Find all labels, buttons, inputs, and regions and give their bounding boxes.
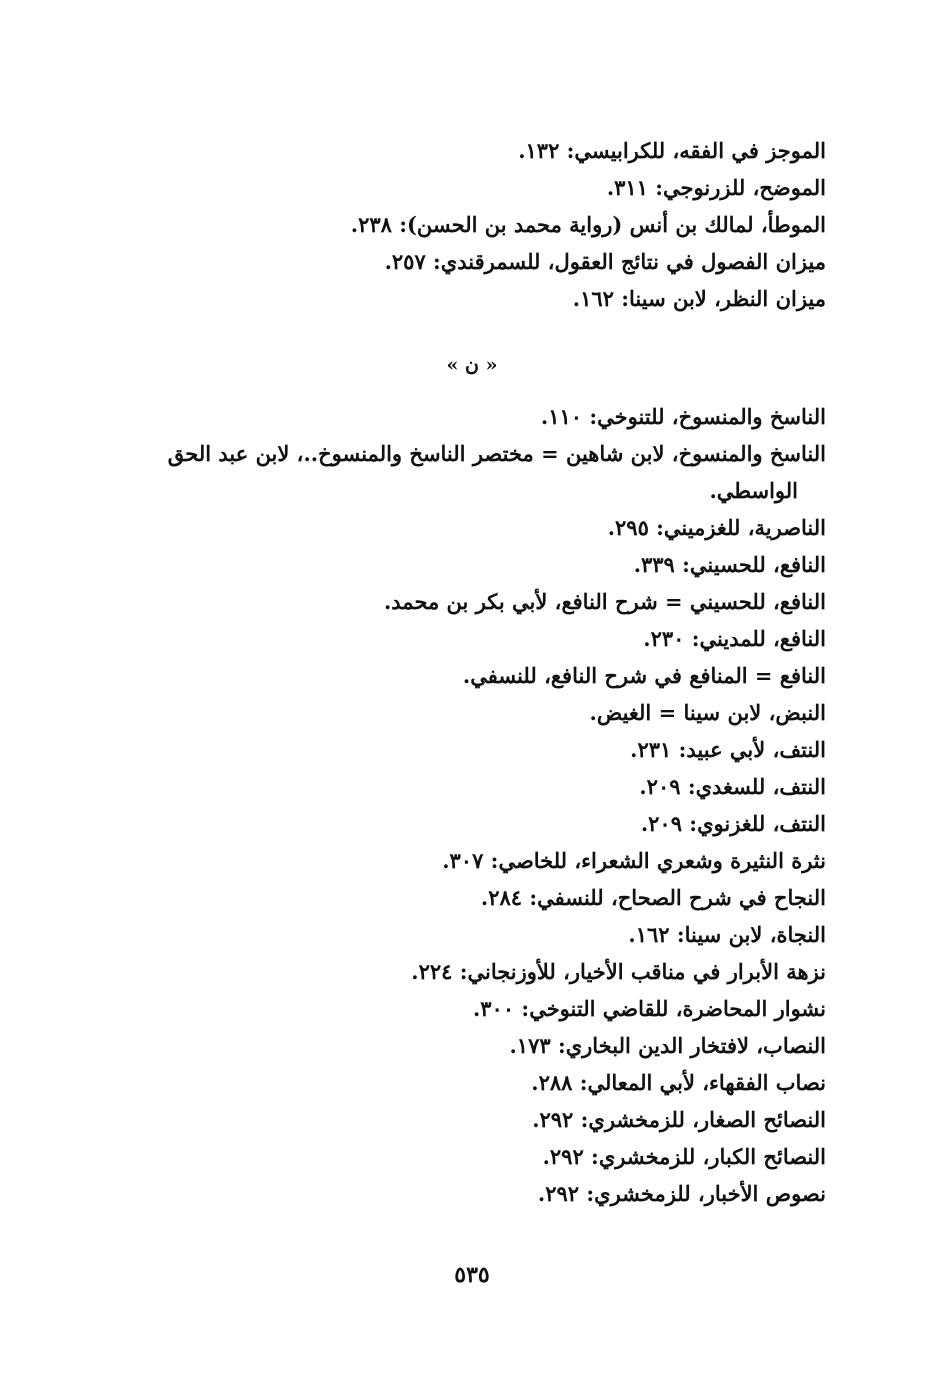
entries-m-section bbox=[106, 132, 826, 317]
index-entry: النتف، للسغدي: ٢٠٩. bbox=[639, 774, 826, 799]
index-entry: الناسخ والمنسوخ، لابن شاهين = مختصر الناسخ والمنسوخ..، لابن عبد الحق الواسطي. bbox=[167, 441, 826, 503]
index-entry: النجاح في شرح الصحاح، للنسفي: ٢٨٤. bbox=[480, 885, 826, 910]
section-header-letter: « ن » bbox=[446, 354, 498, 376]
index-entry: النافع = المنافع في شرح النافع، للنسفي. bbox=[462, 663, 826, 688]
index-entry: الموضح، للزرنوجي: ٣١١. bbox=[606, 175, 826, 200]
index-entry: الناسخ والمنسوخ، للتنوخي: ١١٠. bbox=[540, 404, 826, 429]
index-entry: النصاب، لافتخار الدين البخاري: ١٧٣. bbox=[509, 1033, 826, 1058]
index-entry: النصائح الكبار، للزمخشري: ٢٩٢. bbox=[542, 1144, 826, 1169]
index-entry: نثرة النثيرة وشعري الشعراء، للخاصي: ٣٠٧. bbox=[442, 848, 826, 873]
index-entry: النجاة، لابن سينا: ١٦٢. bbox=[628, 922, 826, 947]
index-entry: النتف، لأبي عبيد: ٢٣١. bbox=[630, 737, 826, 762]
index-entry: النافع، للحسيني: ٣٣٩. bbox=[633, 552, 826, 577]
index-entry: النتف، للغزنوي: ٢٠٩. bbox=[640, 811, 826, 836]
entries-n-section bbox=[106, 398, 826, 1212]
index-entry: نزهة الأبرار في مناقب الأخيار، للأوزنجاني: ٢٢٤. bbox=[411, 959, 826, 984]
index-entry: نشوار المحاضرة، للقاضي التنوخي: ٣٠٠. bbox=[472, 996, 826, 1021]
index-entry: النبض، لابن سينا = الغيض. bbox=[589, 700, 826, 725]
index-entry: الموجز في الفقه، للكرابيسي: ١٣٢. bbox=[518, 138, 826, 163]
index-entry: النصائح الصغار، للزمخشري: ٢٩٢. bbox=[532, 1107, 826, 1132]
index-entry: النافع، للحسيني = شرح النافع، لأبي بكر بن محمد. bbox=[383, 589, 826, 614]
index-entry: ميزان الفصول في نتائج العقول، للسمرقندي: ٢٥٧. bbox=[384, 249, 826, 274]
index-entry: نصاب الفقهاء، لأبي المعالي: ٢٨٨. bbox=[531, 1070, 826, 1095]
index-entry: نصوص الأخبار، للزمخشري: ٢٩٢. bbox=[537, 1181, 826, 1206]
index-entry: النافع، للمديني: ٢٣٠. bbox=[643, 626, 826, 651]
index-entry: الناصرية، للغزميني: ٢٩٥. bbox=[607, 515, 826, 540]
index-entry: ميزان النظر، لابن سينا: ١٦٢. bbox=[572, 286, 826, 311]
page-number: ٥٣٥ bbox=[454, 1262, 490, 1288]
index-entry: الموطأ، لمالك بن أنس (رواية محمد بن الحسن): ٢٣٨. bbox=[350, 212, 826, 237]
